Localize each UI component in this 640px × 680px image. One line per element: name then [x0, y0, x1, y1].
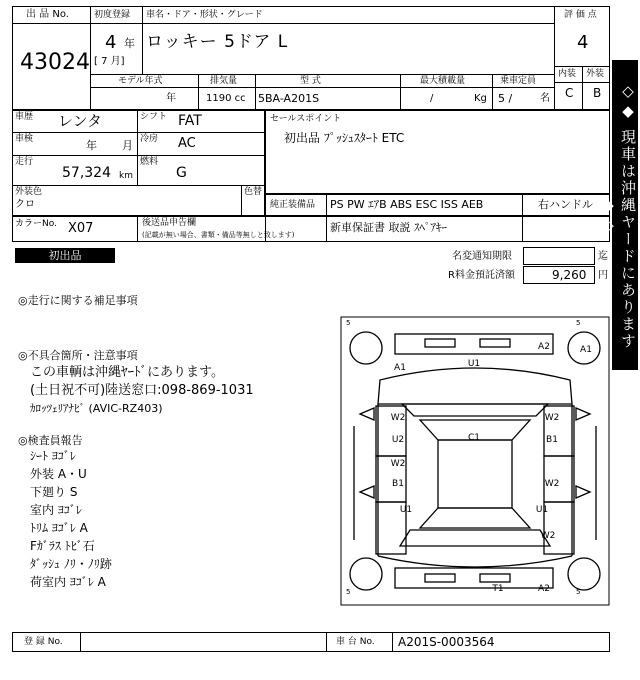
- inspector-line: 室内 ﾖｺﾞﾚ: [30, 503, 82, 517]
- damage-mark: B1: [546, 435, 558, 445]
- damage-mark: A2: [538, 342, 550, 352]
- lot-number: 43024: [20, 50, 90, 75]
- wheel-label: 5: [346, 588, 351, 596]
- divider: [392, 632, 393, 652]
- name-change-unit: 迄: [598, 251, 608, 262]
- car-name: ロッキー 5ドア L: [146, 32, 289, 52]
- divider: [554, 82, 610, 83]
- inspector-title: ◎検査員報告: [18, 434, 83, 447]
- damage-mark: W2: [390, 413, 406, 423]
- defect-line: ｶﾛｯﾂｪﾘｱﾅﾋﾞ (AVIC-RZ403): [30, 402, 163, 415]
- inspector-line: 外装 A・U: [30, 467, 87, 481]
- divider: [255, 74, 256, 110]
- aftermarket-note: (記載が無い場合、書類・備品等無しと致します): [142, 231, 295, 239]
- name-change-box: [523, 247, 595, 265]
- inspection-month: 月: [122, 139, 133, 152]
- damage-mark: T1: [492, 584, 504, 594]
- ac-label: 冷房: [140, 134, 159, 144]
- registration-label: 登 録 No.: [24, 637, 63, 647]
- divider: [137, 216, 138, 242]
- divider: [12, 23, 90, 24]
- color-label: 外装色: [15, 187, 43, 197]
- color-no-frame: [12, 216, 610, 242]
- divider: [326, 632, 327, 652]
- car-damage-diagram: [340, 316, 610, 606]
- history-label: 車歴: [15, 112, 34, 122]
- chassis-label: 車 台 No.: [336, 637, 375, 647]
- shift-label: シフト: [140, 112, 168, 122]
- type-label: 型 式: [300, 76, 321, 86]
- inspector-line: Fｶﾞﾗｽ ﾄﾋﾞ石: [30, 539, 95, 553]
- damage-mark: W2: [544, 479, 560, 489]
- divider: [90, 87, 554, 88]
- divider: [582, 66, 583, 110]
- mileage-value: 57,324: [62, 165, 111, 181]
- model-year-unit: 年: [166, 93, 176, 104]
- model-year-label: モデル年式: [118, 76, 163, 86]
- damage-mark: A1: [580, 345, 592, 355]
- score-value: 4: [577, 32, 589, 53]
- inspector-line: ｼｰﾄ ﾖｺﾞﾚ: [30, 449, 76, 463]
- damage-mark: U1: [467, 359, 481, 369]
- divider: [554, 6, 555, 110]
- car-info-label: 車名・ドア・形状・グレード: [146, 10, 263, 20]
- inspection-label: 車検: [15, 134, 34, 144]
- first-reg-year: 4: [105, 32, 117, 53]
- damage-mark: B1: [392, 479, 404, 489]
- location-banner: ◇◆ 現車は沖縄ヤードにあります ◆◇: [612, 60, 638, 370]
- divider: [90, 6, 91, 110]
- capacity-value: 5 /: [498, 92, 513, 105]
- defect-line: この車輌は沖縄ﾔｰﾄﾞにあります。: [30, 365, 224, 380]
- color-value: クロ: [15, 199, 35, 210]
- inspector-line: ﾄﾘﾑ ﾖｺﾞﾚ A: [30, 521, 88, 535]
- displacement-label: 排気量: [210, 76, 238, 86]
- footer-frame: [12, 632, 610, 652]
- divider: [90, 74, 554, 75]
- max-load-label: 最大積載量: [420, 76, 466, 86]
- damage-mark: A2: [538, 584, 550, 594]
- model-code: 5BA-A201S: [258, 92, 320, 105]
- driving-title: ◎走行に関する補足事項: [18, 294, 138, 307]
- exterior-grade: B: [593, 86, 602, 100]
- damage-mark: A1: [394, 363, 406, 373]
- fuel-value: G: [176, 165, 187, 181]
- inspection-year: 年: [86, 139, 97, 152]
- recycle-label: R料金預託済額: [448, 270, 515, 281]
- name-change-label: 名変通知期限: [452, 251, 512, 262]
- defect-line: (土日祝不可)陸送窓口:098-869-1031: [30, 383, 254, 398]
- repaint-label: 色替: [244, 187, 263, 197]
- damage-mark: U1: [535, 505, 549, 515]
- inspector-line: ﾀﾞｯｼｭ ﾉﾘ・ﾉﾘ跡: [30, 557, 112, 571]
- mileage-unit: km: [119, 171, 133, 181]
- history-value: レンタ: [58, 112, 103, 130]
- divider: [137, 110, 138, 186]
- equipment-label: 純正装備品: [270, 200, 316, 210]
- aftermarket-label: 後送品申告欄: [142, 218, 197, 228]
- interior-label: 内装: [558, 69, 577, 79]
- first-listing-bar: 初出品: [15, 248, 115, 263]
- defects-title: ◎不具合箇所・注意事項: [18, 349, 138, 362]
- inspector-line: 下廻り S: [30, 485, 78, 499]
- damage-mark: W2: [544, 413, 560, 423]
- load-unit: Kg: [474, 93, 487, 104]
- sales-point-label: セールスポイント: [270, 114, 342, 124]
- divider: [492, 74, 493, 110]
- mileage-label: 走行: [15, 157, 34, 167]
- divider: [265, 216, 266, 242]
- sales-point-text: 初出品 ﾌﾟｯｼｭｽﾀｰﾄ ETC: [284, 131, 405, 145]
- divider: [90, 23, 554, 24]
- handle-value: 右ハンドル: [538, 198, 593, 211]
- divider: [400, 74, 401, 110]
- color-no-value: X07: [68, 221, 94, 236]
- capacity-unit: 名: [540, 93, 550, 104]
- warranty-items: 新車保証書 取説 ｽﾍﾟｱｷｰ: [330, 221, 447, 234]
- divider: [326, 194, 327, 242]
- first-reg-year-unit: 年: [124, 37, 135, 50]
- wheel-label: 5: [576, 319, 581, 327]
- wheel-label: 5: [576, 588, 581, 596]
- damage-mark: W2: [540, 531, 556, 541]
- divider: [80, 632, 81, 652]
- damage-mark: W2: [390, 459, 406, 469]
- damage-mark: C1: [467, 433, 481, 443]
- fuel-label: 燃料: [140, 157, 159, 167]
- equipment-items: PS PW ｴｱB ABS ESC ISS AEB: [330, 198, 484, 211]
- exterior-label: 外装: [586, 69, 605, 79]
- details-frame: [12, 110, 265, 216]
- chassis-number: A201S-0003564: [398, 635, 495, 649]
- damage-mark: U1: [399, 505, 413, 515]
- shift-value: FAT: [178, 113, 202, 129]
- interior-grade: C: [565, 86, 574, 100]
- divider: [12, 155, 265, 156]
- wheel-label: 5: [346, 319, 351, 327]
- divider: [12, 132, 265, 133]
- recycle-value: 9,260: [552, 268, 587, 282]
- lot-label: 出 品 No.: [26, 9, 69, 20]
- divider: [241, 185, 242, 216]
- inspector-line: 荷室内 ﾖｺﾞﾚ A: [30, 575, 106, 589]
- divider: [198, 74, 199, 110]
- divider: [142, 6, 143, 74]
- damage-mark: U2: [391, 435, 405, 445]
- divider: [522, 194, 523, 242]
- score-label: 評 価 点: [564, 10, 597, 20]
- ac-value: AC: [178, 136, 196, 151]
- capacity-label: 乗車定員: [500, 76, 537, 86]
- first-reg-month: [ 7 月]: [94, 56, 125, 67]
- divider: [12, 185, 265, 186]
- max-load-value: /: [430, 93, 434, 104]
- first-reg-label: 初度登録: [94, 10, 131, 20]
- color-no-label: カラーNo.: [15, 219, 57, 229]
- recycle-unit: 円: [598, 270, 608, 281]
- displacement-value: 1190 cc: [206, 93, 246, 104]
